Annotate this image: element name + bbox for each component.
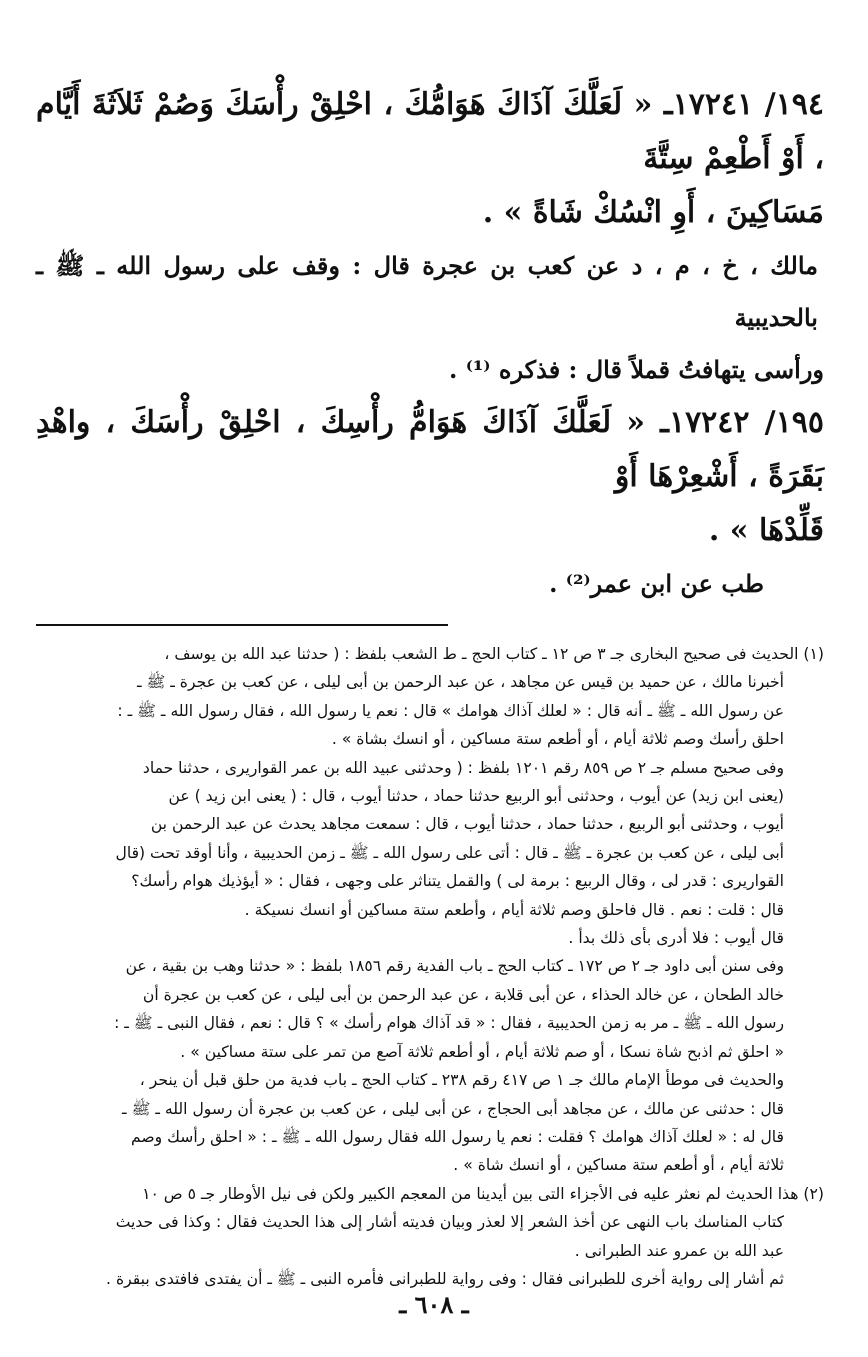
footnote-1-line: القواريرى : قدر لى ، وقال الربيع : برمة لى ) والقمل يتناثر على وجهى ، فقال : « أيؤذيك هوام رأسك؟ <box>131 872 784 891</box>
hadith-194-line-1: ١٩٤/ ١٧٢٤١ـ « لَعَلَّكَ آذَاكَ هَوَامُّكَ ، احْلِقْ رأْسَكَ وَصُمْ ثَلاَثَةَ أَيَّام ، أَوْ أَطْعِمْ سِتَّةَ <box>36 87 824 176</box>
footnote-2-line: ثم أشار إلى رواية أخرى للطبرانى فقال : وفى رواية للطبرانى فأمره النبى ـ ﷺ ـ أن يفتدى فافتدى ببقرة . <box>106 1269 784 1288</box>
hadith-194-source-line-2: ورأسى يتهافتُ قملاً قال : فذكره ⁽¹⁾ . <box>448 355 824 384</box>
main-text <box>36 78 824 610</box>
hadith-195-line-1: ١٩٥/ ١٧٢٤٢ـ « لَعَلَّكَ آذَاكَ هَوَامُّ رأْسِكَ ، احْلِقْ رأْسَكَ ، واهْدِ بَقَرَةً ، أَشْعِرْهَا أَوْ <box>36 405 824 494</box>
footnote-2-line: (٢) هذا الحديث لم نعثر عليه فى الأجزاء التى بين أيدينا من المعجم الكبير ولكن فى نيل الأوطار جـ ٥ ص ١٠ <box>142 1184 824 1203</box>
footnote-1-line: « احلق ثم اذبح شاة نسكا ، أو صم ثلاثة أيام ، أو أطعم ثلاثة آصع من تمر على ستة مساكين » . <box>180 1042 784 1061</box>
footnote-1-line: عن رسول الله ـ ﷺ ـ أنه قال : « لعلك آذاك هوامك » قال : نعم يا رسول الله ، فقال رسول الله ـ ﷺ ـ : <box>117 701 784 720</box>
footnote-1-line: والحديث فى موطأ الإمام مالك جـ ١ ص ٤١٧ رقم ٢٣٨ ـ كتاب الحج ـ باب فدية من حلق قبل أن ينحر ، <box>139 1071 784 1090</box>
footnote-1-line: وفى صحيح مسلم جـ ٢ ص ٨٥٩ رقم ١٢٠١ بلفظ : ( وحدثنى عبيد الله بن عمر القواريرى ، حدثنا حماد <box>142 758 784 777</box>
footnote-1-line: قال : قلت : نعم . قال فاحلق وصم ثلاثة أيام ، وأطعم ستة مساكين أو انسك نسيكة . <box>244 900 784 919</box>
footnotes <box>36 640 824 1293</box>
footnote-1-line: احلق رأسك وصم ثلاثة أيام ، أو أطعم ستة مساكين ، أو انسك بشاة » . <box>331 730 784 749</box>
footnote-2-line: كتاب المناسك باب النهى عن أخذ الشعر إلا لعذر وبيان فديته أشار إلى هذا الحديث فقال : وكذا فى حديث <box>115 1213 784 1232</box>
hadith-194-line-2: مَسَاكِينَ ، أَوِ انْسُكْ شَاةً » . <box>482 195 824 230</box>
footnote-1-line: أبى ليلى ، عن كعب بن عجرة ـ ﷺ ـ قال : أتى على رسول الله ـ ﷺ ـ زمن الحديبية ، وأنا أوقد تحت (قال <box>115 843 784 862</box>
footnote-1-line: (يعنى ابن زيد) عن أيوب ، وحدثنى أبو الربيع حدثنا حماد ، حدثنا أيوب ، قال : ( يعنى ابن زيد ) عن <box>168 787 784 806</box>
footnote-divider <box>36 624 448 626</box>
footnote-1-line: قال أيوب : فلا أدرى بأى ذلك بدأ . <box>568 929 784 948</box>
footnote-1-line: قال له : « لعلك آذاك هوامك ؟ فقلت : نعم يا رسول الله فقال رسول الله ـ ﷺ ـ : « احلق رأسك وصم <box>131 1127 784 1146</box>
hadith-194-source-line-1: مالك ، خ ، م ، د عن كعب بن عجرة قال : وقف على رسول الله ـ ﷺ ـ بالحديبية <box>36 251 818 332</box>
footnote-1-line: خالد الطحان ، عن خالد الحذاء ، عن أبى قلابة ، عن عبد الرحمن بن أبى ليلى ، عن كعب بن عجرة أن <box>142 985 784 1004</box>
hadith-195-line-2: قَلِّدْهَا » . <box>708 513 824 548</box>
footnote-2-line: عبد الله بن عمرو عند الطبرانى . <box>574 1241 784 1260</box>
footnote-1-line: ثلاثة أيام ، أو أطعم ستة مساكين ، أو انسك شاة » . <box>453 1156 784 1175</box>
page-number: ـ ٦٠٨ ـ <box>399 1290 469 1319</box>
footnote-1-line: قال : حدثنى عن مالك ، عن مجاهد أبى الحجاج ، عن أبى ليلى ، عن كعب بن عجرة أن رسول الله ـ ﷺ ـ <box>122 1099 784 1118</box>
hadith-195-source: طب عن ابن عمر⁽²⁾ . <box>549 569 764 598</box>
footnote-1-line: أيوب ، وحدثنى أبو الربيع ، حدثنا حماد ، حدثنا أيوب ، قال : سمعت مجاهد يحدث عن عبد الرحمن بن <box>150 815 784 834</box>
footnote-1-line: رسول الله ـ ﷺ ـ مر به زمن الحديبية ، فقال : « قد آذاك هوام رأسك » ؟ قال : نعم ، فقال النبى ـ ﷺ ـ : <box>114 1014 784 1033</box>
footnote-1-line: (١) الحديث فى صحيح البخارى جـ ٣ ص ١٢ ـ كتاب الحج ـ ط الشعب بلفظ : ( حدثنا عبد الله بن يوسف ، <box>164 645 824 663</box>
footnote-1-line: وفى سنن أبى داود جـ ٢ ص ١٧٢ ـ كتاب الحج ـ باب الفدية رقم ١٨٥٦ بلفظ : « حدثنا وهب بن بقية ، عن <box>125 957 784 976</box>
footnote-1-line: أخبرنا مالك ، عن حميد بن قيس عن مجاهد ، عن عبد الرحمن بن أبى ليلى ، عن كعب بن عجرة ـ ﷺ ـ <box>136 673 784 692</box>
